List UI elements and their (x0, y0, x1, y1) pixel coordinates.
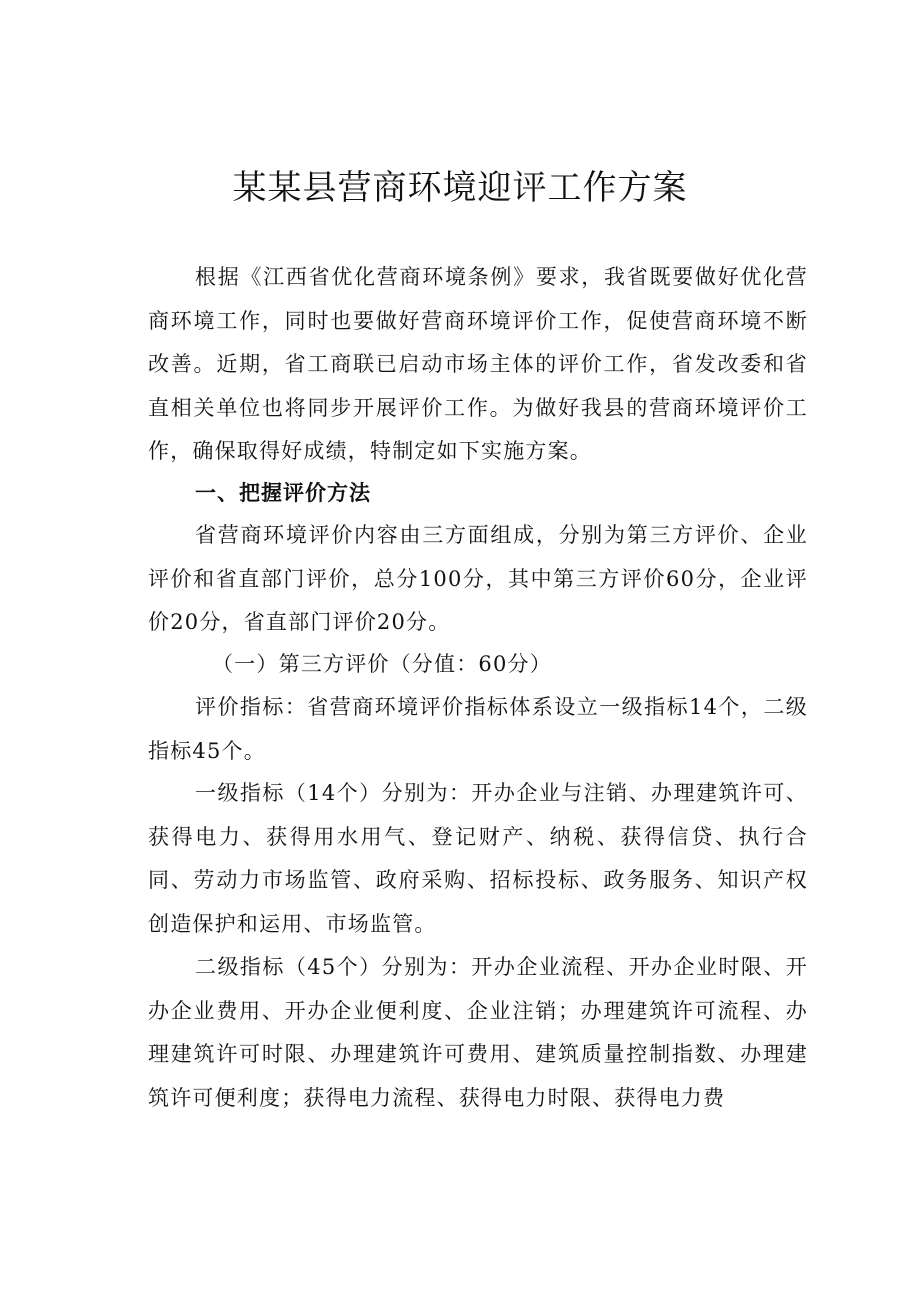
section-heading-1: 一、把握评价方法 (195, 481, 371, 505)
document-title: 某某县营商环境迎评工作方案 (232, 168, 688, 208)
intro-paragraph (148, 256, 808, 474)
section1-para1-text: 省营商环境评价内容由三方面组成，分别为第三方评价、企业评价和省直部门评价，总分100分，其中第三方评价60分，企业评价20分，省直部门评价20分。 (148, 523, 808, 634)
section1-paragraph-2 (148, 686, 808, 773)
section1-para4-text: 二级指标（45个）分别为：开办企业流程、开办企业时限、开办企业费用、开办企业便利度、企业注销；办理建筑许可流程、办理建筑许可时限、办理建筑许可费用、建筑质量控制指数、办理建筑许可便利度；获得电力流程、获得电力时限、获得电力费 (148, 955, 808, 1110)
intro-text: 根据《江西省优化营商环境条例》要求，我省既要做好优化营商环境工作，同时也要做好营商环境评价工作，促使营商环境不断改善。近期，省工商联已启动市场主体的评价工作，省发改委和省直相关单位也将同步开展评价工作。为做好我县的营商环境评价工作，确保取得好成绩，特制定如下实施方案。 (148, 265, 808, 463)
section1-paragraph-3 (148, 772, 808, 946)
section1-paragraph-1 (148, 514, 808, 645)
subsection-heading-1 (148, 643, 808, 687)
subsection1-heading-text: （一）第三方评价（分值：60分） (212, 652, 552, 676)
section1-para3-text: 一级指标（14个）分别为：开办企业与注销、办理建筑许可、获得电力、获得用水用气、登记财产、纳税、获得信贷、执行合同、劳动力市场监管、政府采购、招标投标、政务服务、知识产权创造保护和运用、市场监管。 (148, 781, 808, 936)
section1-para2-text: 评价指标：省营商环境评价指标体系设立一级指标14个，二级指标45个。 (148, 695, 808, 763)
section1-paragraph-4 (148, 946, 808, 1120)
